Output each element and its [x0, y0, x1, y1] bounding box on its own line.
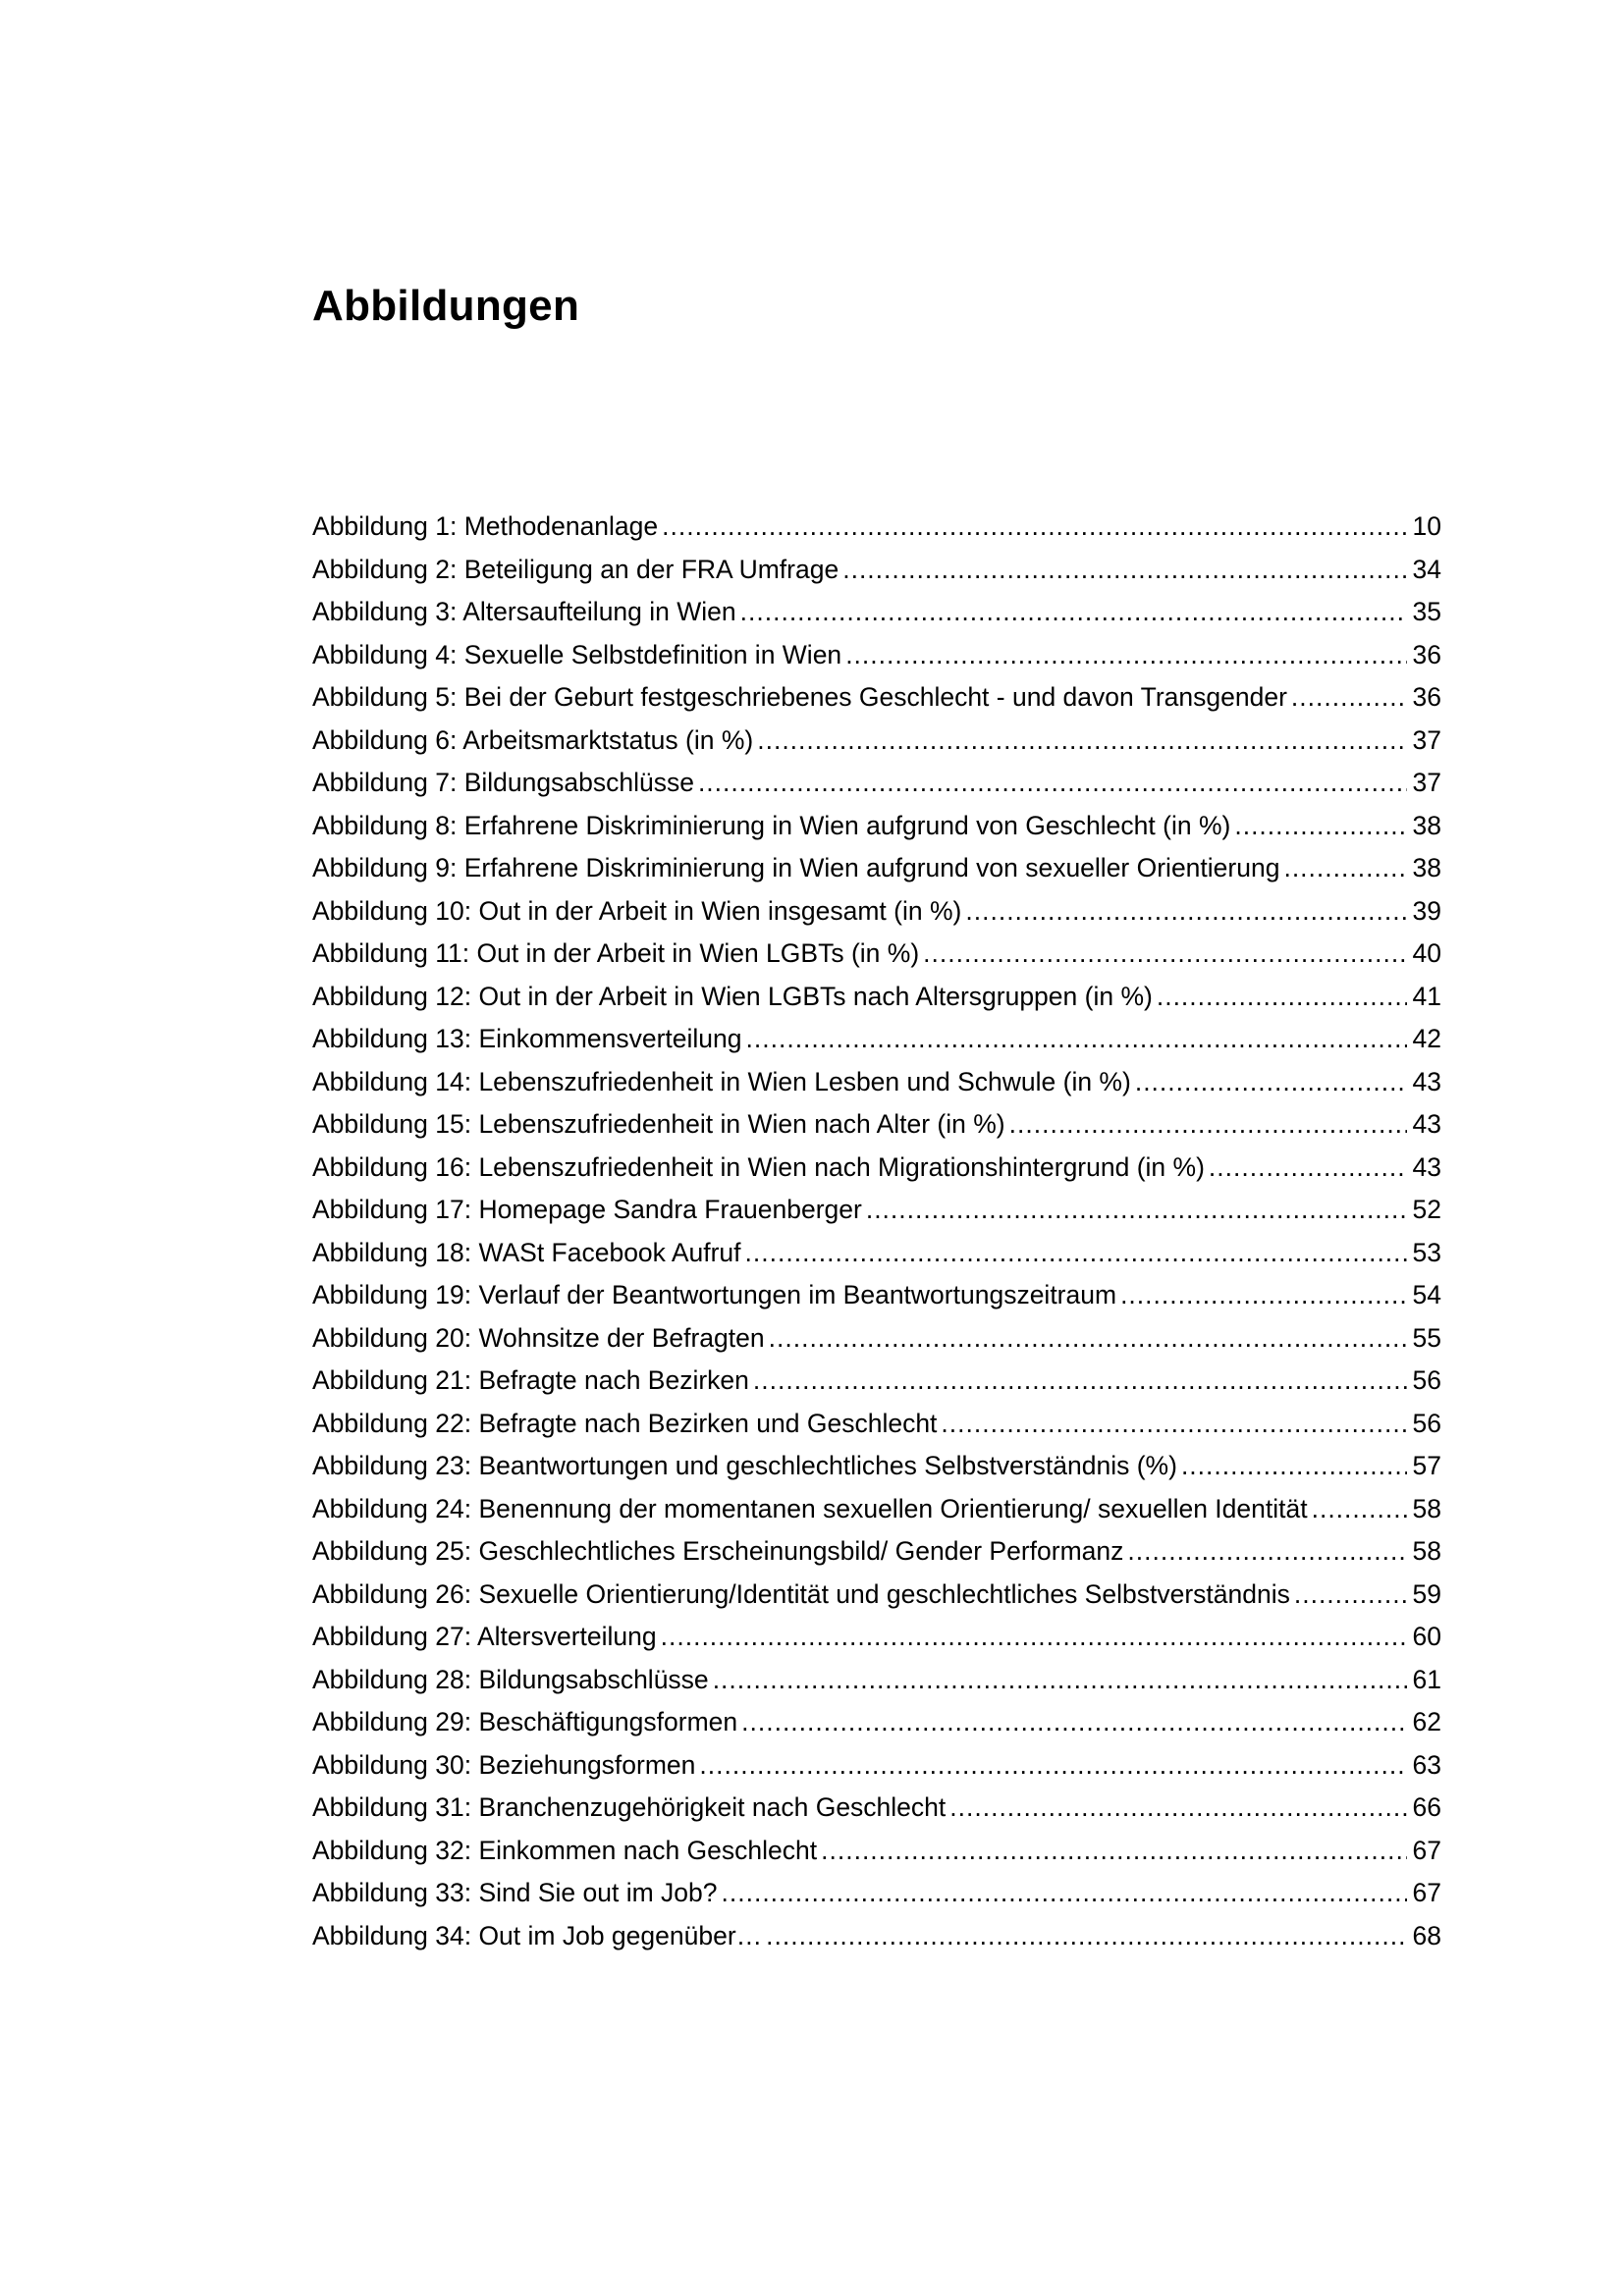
toc-entry-label: Abbildung 18: WASt Facebook Aufruf	[312, 1237, 741, 1267]
toc-entry[interactable]	[312, 506, 1441, 549]
toc-entry[interactable]	[312, 1403, 1441, 1446]
toc-entry-label: Abbildung 31: Branchenzugehörigkeit nach Geschlecht	[312, 1792, 947, 1822]
toc-dot-leader	[1127, 1530, 1406, 1574]
toc-dot-leader	[821, 1830, 1406, 1873]
toc-entry[interactable]	[312, 1787, 1441, 1830]
toc-dot-leader	[766, 1915, 1406, 1958]
toc-dot-leader	[769, 1317, 1407, 1361]
toc-entry[interactable]	[312, 762, 1441, 805]
toc-entry-page-number: 60	[1412, 1622, 1441, 1651]
table-of-figures	[312, 506, 1441, 1957]
toc-entry-page-number: 36	[1412, 682, 1441, 712]
toc-dot-leader	[923, 933, 1406, 976]
toc-entry[interactable]	[312, 1744, 1441, 1788]
toc-dot-leader	[845, 634, 1406, 677]
toc-dot-leader	[1181, 1445, 1407, 1488]
toc-dot-leader	[1209, 1147, 1407, 1190]
toc-entry-label: Abbildung 6: Arbeitsmarktstatus (in %)	[312, 724, 754, 755]
toc-entry[interactable]	[312, 1830, 1441, 1873]
toc-entry-page-number: 61	[1412, 1664, 1441, 1694]
toc-entry-label: Abbildung 11: Out in der Arbeit in Wien LGBTs (in %)	[312, 938, 920, 968]
toc-entry-page-number: 38	[1412, 810, 1441, 840]
toc-entry[interactable]	[312, 933, 1441, 976]
toc-dot-leader	[1312, 1488, 1407, 1531]
toc-dot-leader	[699, 1744, 1406, 1788]
toc-entry[interactable]	[312, 1018, 1441, 1061]
toc-dot-leader	[661, 1616, 1407, 1659]
toc-entry[interactable]	[312, 805, 1441, 848]
toc-entry-label: Abbildung 30: Beziehungsformen	[312, 1749, 696, 1780]
toc-dot-leader	[722, 1872, 1407, 1915]
toc-dot-leader	[842, 549, 1406, 592]
toc-entry-page-number: 63	[1412, 1749, 1441, 1780]
toc-entry-page-number: 43	[1412, 1151, 1441, 1182]
toc-entry[interactable]	[312, 591, 1441, 634]
toc-entry-label: Abbildung 10: Out in der Arbeit in Wien insgesamt (in %)	[312, 895, 962, 926]
toc-dot-leader	[1135, 1061, 1407, 1104]
toc-entry-page-number: 43	[1412, 1066, 1441, 1096]
toc-entry-label: Abbildung 27: Altersverteilung	[312, 1622, 657, 1651]
toc-entry[interactable]	[312, 1103, 1441, 1147]
toc-entry[interactable]	[312, 1872, 1441, 1915]
toc-entry[interactable]	[312, 1530, 1441, 1574]
toc-dot-leader	[753, 1360, 1407, 1403]
toc-entry-page-number: 67	[1412, 1878, 1441, 1907]
toc-entry[interactable]	[312, 1616, 1441, 1659]
toc-entry-page-number: 43	[1412, 1109, 1441, 1139]
toc-entry-page-number: 35	[1412, 597, 1441, 626]
toc-dot-leader	[757, 720, 1406, 763]
toc-entry-label: Abbildung 5: Bei der Geburt festgeschriebenes Geschlecht - und davon Transgender	[312, 682, 1287, 712]
toc-dot-leader	[941, 1403, 1406, 1446]
toc-entry[interactable]	[312, 1915, 1441, 1958]
toc-entry[interactable]	[312, 1488, 1441, 1531]
toc-entry-page-number: 58	[1412, 1493, 1441, 1523]
toc-entry-page-number: 68	[1412, 1920, 1441, 1950]
toc-entry-label: Abbildung 8: Erfahrene Diskriminierung in Wien aufgrund von Geschlecht (in %)	[312, 810, 1231, 840]
toc-entry[interactable]	[312, 1147, 1441, 1190]
toc-dot-leader	[866, 1189, 1407, 1232]
toc-dot-leader	[745, 1232, 1407, 1275]
toc-entry-label: Abbildung 28: Bildungsabschlüsse	[312, 1664, 709, 1694]
toc-dot-leader	[1291, 676, 1407, 720]
toc-entry-page-number: 40	[1412, 938, 1441, 968]
toc-dot-leader	[698, 762, 1407, 805]
toc-dot-leader	[746, 1018, 1407, 1061]
toc-entry[interactable]	[312, 976, 1441, 1019]
toc-entry[interactable]	[312, 549, 1441, 592]
toc-dot-leader	[1009, 1103, 1407, 1147]
toc-entry-page-number: 37	[1412, 768, 1441, 797]
toc-dot-leader	[965, 890, 1406, 934]
toc-entry-label: Abbildung 23: Beantwortungen und geschlechtliches Selbstverständnis (%)	[312, 1451, 1177, 1480]
toc-dot-leader	[949, 1787, 1406, 1830]
toc-entry-page-number: 42	[1412, 1024, 1441, 1053]
toc-dot-leader	[713, 1659, 1407, 1702]
toc-entry-page-number: 34	[1412, 554, 1441, 584]
toc-entry-page-number: 38	[1412, 853, 1441, 882]
toc-entry-label: Abbildung 22: Befragte nach Bezirken und Geschlecht	[312, 1408, 938, 1438]
toc-dot-leader	[1157, 976, 1407, 1019]
toc-entry-label: Abbildung 15: Lebenszufriedenheit in Wien nach Alter (in %)	[312, 1109, 1005, 1139]
toc-entry[interactable]	[312, 1445, 1441, 1488]
toc-entry[interactable]	[312, 1574, 1441, 1617]
toc-entry[interactable]	[312, 1317, 1441, 1361]
toc-dot-leader	[740, 591, 1407, 634]
toc-entry-label: Abbildung 24: Benennung der momentanen sexuellen Orientierung/ sexuellen Identität	[312, 1493, 1308, 1523]
toc-dot-leader	[741, 1701, 1406, 1744]
toc-entry-label: Abbildung 9: Erfahrene Diskriminierung in Wien aufgrund von sexueller Orientierung	[312, 853, 1280, 882]
toc-entry-page-number: 37	[1412, 724, 1441, 755]
toc-dot-leader	[1294, 1574, 1407, 1617]
toc-entry[interactable]	[312, 634, 1441, 677]
toc-entry-label: Abbildung 13: Einkommensverteilung	[312, 1024, 742, 1053]
toc-entry-page-number: 57	[1412, 1451, 1441, 1480]
toc-entry-label: Abbildung 14: Lebenszufriedenheit in Wien Lesben und Schwule (in %)	[312, 1066, 1131, 1096]
toc-entry-label: Abbildung 4: Sexuelle Selbstdefinition in Wien	[312, 639, 842, 669]
toc-entry-page-number: 56	[1412, 1408, 1441, 1438]
toc-entry[interactable]	[312, 1274, 1441, 1317]
toc-entry[interactable]	[312, 1232, 1441, 1275]
toc-entry[interactable]	[312, 847, 1441, 890]
toc-entry-page-number: 54	[1412, 1280, 1441, 1309]
toc-entry-page-number: 59	[1412, 1578, 1441, 1609]
page-title: Abbildungen	[312, 282, 580, 330]
toc-entry-label: Abbildung 20: Wohnsitze der Befragten	[312, 1322, 765, 1353]
toc-entry[interactable]	[312, 1061, 1441, 1104]
toc-entry-page-number: 10	[1412, 511, 1441, 541]
toc-entry[interactable]	[312, 720, 1441, 763]
toc-dot-leader	[1283, 847, 1406, 890]
toc-entry[interactable]	[312, 676, 1441, 720]
toc-entry-label: Abbildung 26: Sexuelle Orientierung/Identität und geschlechtliches Selbstverständnis	[312, 1578, 1290, 1609]
toc-entry-page-number: 56	[1412, 1365, 1441, 1395]
toc-entry[interactable]	[312, 1701, 1441, 1744]
toc-dot-leader	[662, 506, 1406, 549]
toc-entry-label: Abbildung 12: Out in der Arbeit in Wien LGBTs nach Altersgruppen (in %)	[312, 981, 1153, 1011]
toc-entry-label: Abbildung 17: Homepage Sandra Frauenberger	[312, 1195, 862, 1224]
toc-entry-page-number: 67	[1412, 1835, 1441, 1865]
toc-entry-label: Abbildung 29: Beschäftigungsformen	[312, 1707, 738, 1736]
toc-entry-label: Abbildung 25: Geschlechtliches Erscheinungsbild/ Gender Performanz	[312, 1536, 1124, 1566]
toc-dot-leader	[1234, 805, 1406, 848]
toc-entry-page-number: 39	[1412, 895, 1441, 926]
toc-entry-label: Abbildung 19: Verlauf der Beantwortungen im Beantwortungszeitraum	[312, 1280, 1117, 1309]
toc-entry-page-number: 36	[1412, 639, 1441, 669]
toc-entry-label: Abbildung 33: Sind Sie out im Job?	[312, 1878, 718, 1907]
toc-entry-page-number: 55	[1412, 1322, 1441, 1353]
toc-entry-label: Abbildung 21: Befragte nach Bezirken	[312, 1365, 749, 1395]
toc-entry-label: Abbildung 32: Einkommen nach Geschlecht	[312, 1835, 818, 1865]
toc-entry-page-number: 62	[1412, 1707, 1441, 1736]
toc-entry[interactable]	[312, 1360, 1441, 1403]
toc-entry-page-number: 52	[1412, 1195, 1441, 1224]
toc-entry-page-number: 66	[1412, 1792, 1441, 1822]
toc-entry-label: Abbildung 2: Beteiligung an der FRA Umfrage	[312, 554, 839, 584]
toc-dot-leader	[1120, 1274, 1406, 1317]
toc-entry-page-number: 58	[1412, 1536, 1441, 1566]
toc-entry-label: Abbildung 34: Out im Job gegenüber…	[312, 1920, 763, 1950]
toc-entry-label: Abbildung 7: Bildungsabschlüsse	[312, 768, 694, 797]
toc-entry[interactable]	[312, 890, 1441, 934]
toc-entry-label: Abbildung 1: Methodenanlage	[312, 511, 659, 541]
toc-entry-page-number: 41	[1412, 981, 1441, 1011]
toc-entry-label: Abbildung 16: Lebenszufriedenheit in Wien nach Migrationshintergrund (in %)	[312, 1151, 1205, 1182]
toc-entry[interactable]	[312, 1189, 1441, 1232]
toc-entry-label: Abbildung 3: Altersaufteilung in Wien	[312, 597, 736, 626]
toc-entry[interactable]	[312, 1659, 1441, 1702]
toc-entry-page-number: 53	[1412, 1237, 1441, 1267]
